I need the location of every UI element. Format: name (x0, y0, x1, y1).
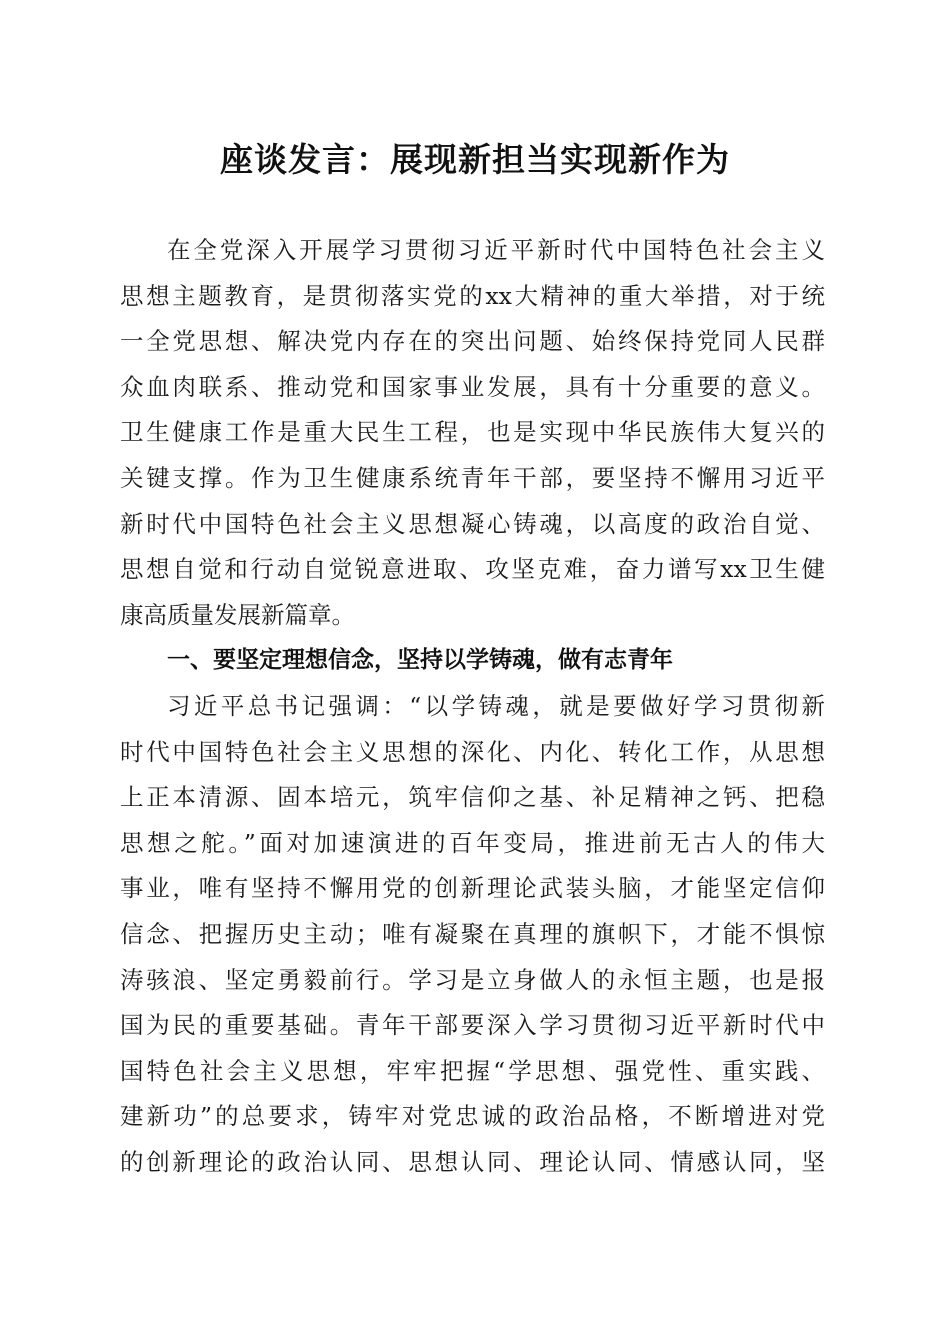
paragraph-line: 的创新理论的政治认同、思想认同、理论认同、情感认同，坚 (120, 1147, 825, 1176)
paragraph-line: 建新功”的总要求，铸牢对党忠诚的政治品格，不断增进对党 (120, 1102, 825, 1131)
paragraph-line: 众血肉联系、推动党和国家事业发展，具有十分重要的意义。 (120, 372, 825, 401)
paragraph-line: 时代中国特色社会主义思想的深化、内化、转化工作，从思想 (120, 737, 825, 766)
paragraph-line: 事业，唯有坚持不懈用党的创新理论武装头脑，才能坚定信仰 (120, 874, 825, 903)
paragraph-line: 思想主题教育，是贯彻落实党的xx大精神的重大举措，对于统 (120, 281, 825, 310)
section-heading: 一、要坚定理想信念，坚持以学铸魂，做有志青年 (167, 647, 673, 674)
paragraph-line: 关键支撑。作为卫生健康系统青年干部，要坚持不懈用习近平 (120, 463, 825, 492)
paragraph-line: 在全党深入开展学习贯彻习近平新时代中国特色社会主义 (167, 236, 825, 264)
document-title: 座谈发言：展现新担当实现新作为 (220, 140, 730, 179)
paragraph-line: 思想之舵。”面对加速演进的百年变局，推进前无古人的伟大 (120, 828, 825, 857)
paragraph-line: 涛骇浪、坚定勇毅前行。学习是立身做人的永恒主题，也是报 (120, 965, 825, 994)
paragraph-line: 国特色社会主义思想，牢牢把握“学思想、强党性、重实践、 (120, 1056, 825, 1085)
paragraph-line: 新时代中国特色社会主义思想凝心铸魂，以高度的政治自觉、 (120, 509, 825, 538)
document-body (120, 228, 825, 1185)
paragraph-line: 信念、把握历史主动；唯有凝聚在真理的旗帜下，才能不惧惊 (120, 919, 825, 948)
paragraph-line: 国为民的重要基础。青年干部要深入学习贯彻习近平新时代中 (120, 1011, 825, 1040)
paragraph-line: 一全党思想、解决党内存在的突出问题、始终保持党同人民群 (120, 327, 825, 356)
paragraph-line: 康高质量发展新篇章。 (120, 600, 355, 629)
paragraph-line: 习近平总书记强调：“以学铸魂，就是要做好学习贯彻新 (167, 691, 825, 720)
paragraph-line: 上正本清源、固本培元，筑牢信仰之基、补足精神之钙、把稳 (120, 783, 825, 812)
paragraph-line: 思想自觉和行动自觉锐意进取、攻坚克难，奋力谱写xx卫生健 (120, 555, 825, 584)
paragraph-line: 卫生健康工作是重大民生工程，也是实现中华民族伟大复兴的 (120, 418, 825, 447)
